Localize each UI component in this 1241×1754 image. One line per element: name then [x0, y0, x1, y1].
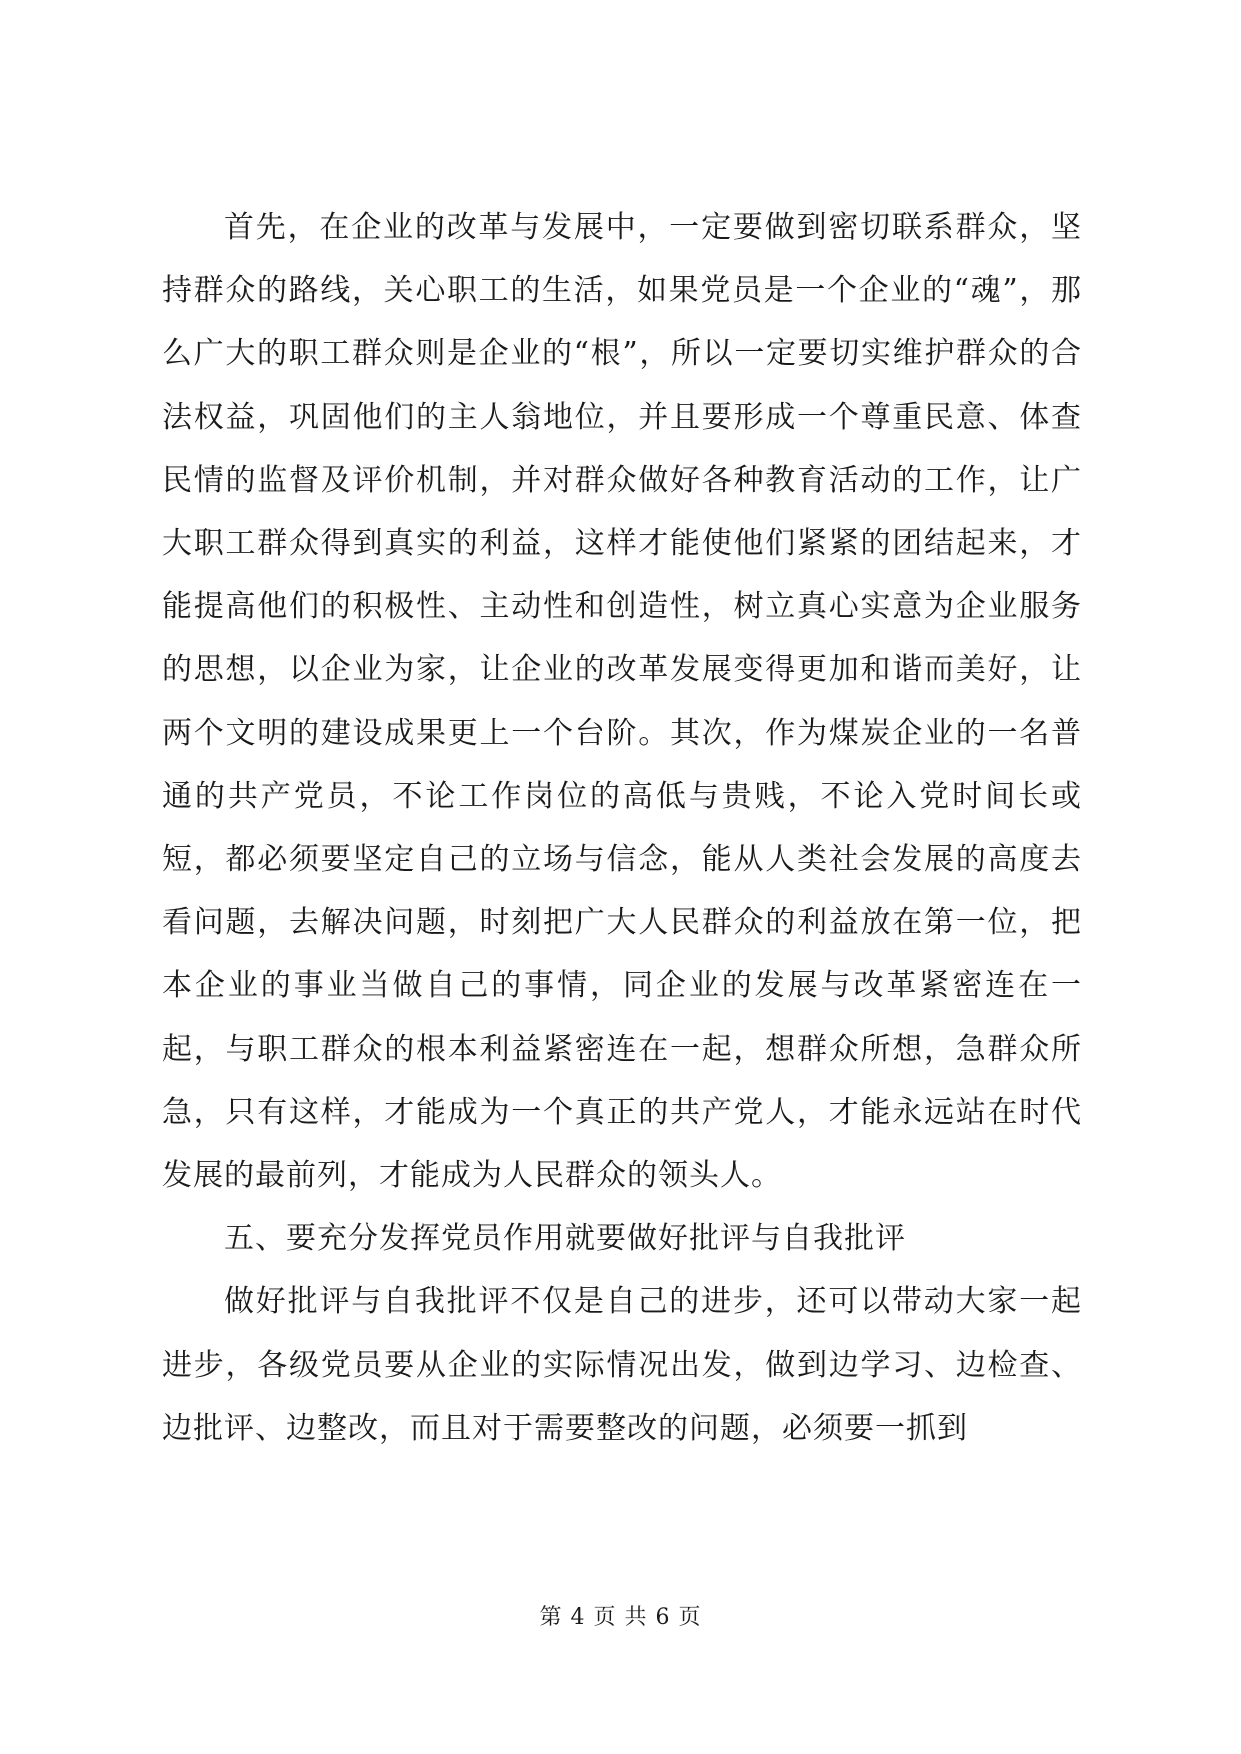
document-body — [162, 196, 1082, 1460]
section-heading: 五、要充分发挥党员作用就要做好批评与自我批评 — [224, 1221, 906, 1257]
section-paragraph: 做好批评与自我批评不仅是自己的进步，还可以带动大家一起进步，各级党员要从企业的实际情况出发，做到边学习、边检查、边批评、边整改，而且对于需要整改的问题，必须要一抓到 — [162, 1284, 1082, 1446]
page-footer: 第 4 页 共 6 页 — [539, 1605, 702, 1630]
body-paragraph: 首先，在企业的改革与发展中，一定要做到密切联系群众，坚持群众的路线，关心职工的生活，如果党员是一个企业的“魂”，那么广大的职工群众则是企业的“根”，所以一定要切实维护群众的合法权益，巩固他们的主人翁地位，并且要形成一个尊重民意、体查民情的监督及评价机制，并对群众做好各种教育活动的工作，让广大职工群众得到真实的利益，这样才能使他们紧紧的团结起来，才能提高他们的积极性、主动性和创造性，树立真心实意为企业服务的思想，以企业为家，让企业的改革发展变得更加和谐而美好，让两个文明的建设成果更上一个台阶。其次，作为煤炭企业的一名普通的共产党员，不论工作岗位的高低与贵贱，不论入党时间长或短，都必须要坚定自己的立场与信念，能从人类社会发展的高度去看问题，去解决问题，时刻把广大人民群众的利益放在第一位，把本企业的事业当做自己的事情，同企业的发展与改革紧密连在一起，与职工群众的根本利益紧密连在一起，想群众所想，急群众所急，只有这样，才能成为一个真正的共产党人，才能永远站在时代发展的最前列，才能成为人民群众的领头人。 — [162, 210, 1082, 1194]
